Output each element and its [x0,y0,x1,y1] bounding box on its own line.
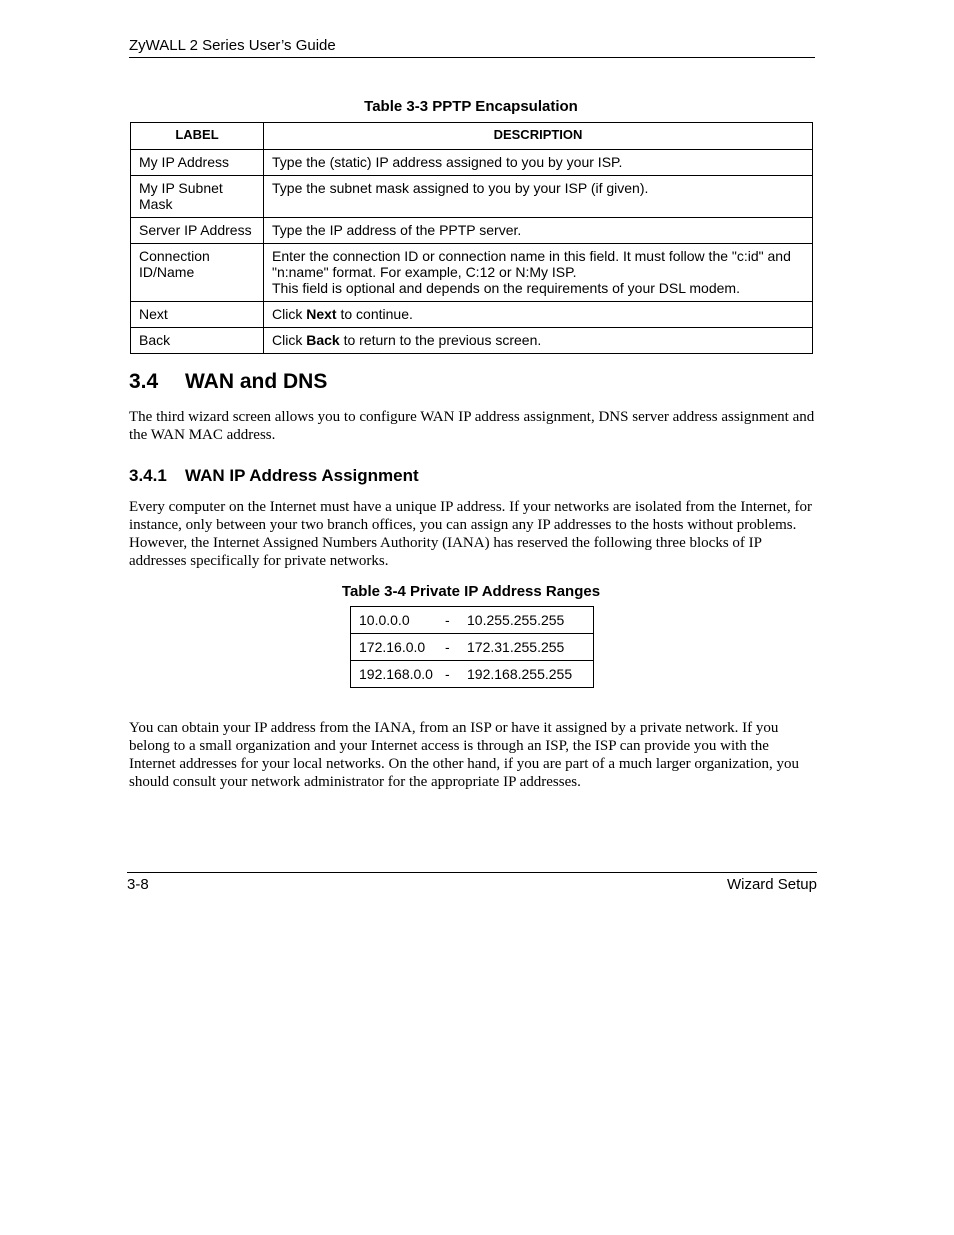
table-row [131,302,813,328]
table-3-3-caption: Table 3-3 PPTP Encapsulation [364,98,578,115]
row-description [264,302,813,328]
desc-text: to continue. [336,306,413,322]
private-ip-ranges-table [350,606,594,688]
table-row [131,328,813,354]
table-header-row [131,123,813,150]
table-row [351,607,594,634]
section-heading [129,370,327,394]
label-column-header: LABEL [131,123,264,150]
pptp-encapsulation-table [130,122,813,354]
row-description: Type the subnet mask assigned to you by your ISP (if given). [264,176,813,218]
range-end: 10.255.255.255 [467,607,594,634]
guide-title: ZyWALL 2 Series User’s Guide [129,37,336,54]
desc-text: to return to the previous screen. [339,332,542,348]
row-description-line: This field is optional and depends on the requirements of your DSL modem. [272,280,740,296]
range-separator: - [445,634,467,661]
table-row [351,634,594,661]
row-label: Server IP Address [131,218,264,244]
subsection-paragraph-2: You can obtain your IP address from the IANA, from an ISP or have it assigned by a private network. If you belong to a small organization and your Internet access is through an ISP, the ISP can provide you with the Internet addresses for your local networks. On the other hand, if you are part of a much larger organization, you should consult your network administrator for the appropriate IP addresses. [129,720,800,790]
desc-bold: Next [306,306,337,322]
section-number: 3.4 [129,370,159,393]
description-column-header: DESCRIPTION [264,123,813,150]
range-start: 10.0.0.0 [351,607,446,634]
subsection-title: WAN IP Address Assignment [185,466,419,485]
row-label: Next [131,302,264,328]
range-end: 192.168.255.255 [467,661,594,688]
row-label: My IP Subnet Mask [131,176,264,218]
row-label: Back [131,328,264,354]
table-3-4-caption: Table 3-4 Private IP Address Ranges [341,583,601,600]
desc-text: Click [272,332,307,348]
section-title: WAN and DNS [185,370,328,393]
range-separator: - [445,607,467,634]
table-row [351,661,594,688]
page-header [129,37,815,58]
row-description-line: Enter the connection ID or connection name in this field. It must follow the "c:id" and "n:name" format. For example, C:12 or N:My ISP. [272,248,791,280]
table-row [131,244,813,302]
section-intro: The third wizard screen allows you to configure WAN IP address assignment, DNS server address assignment and the WAN MAC address. [129,409,815,443]
subsection-number: 3.4.1 [129,466,167,485]
row-description: Type the (static) IP address assigned to you by your ISP. [264,150,813,176]
range-end: 172.31.255.255 [467,634,594,661]
desc-text: Click [272,306,307,322]
page-number: 3-8 [127,876,149,893]
table-row [131,218,813,244]
desc-bold: Back [306,332,340,348]
chapter-name: Wizard Setup [726,876,817,893]
row-description [264,328,813,354]
page-footer [127,872,817,893]
table-row [131,176,813,218]
row-label: My IP Address [131,150,264,176]
table-row [131,150,813,176]
range-start: 192.168.0.0 [351,661,446,688]
row-description: Type the IP address of the PPTP server. [264,218,813,244]
range-start: 172.16.0.0 [351,634,446,661]
range-separator: - [445,661,467,688]
subsection-paragraph-1: Every computer on the Internet must have a unique IP address. If your networks are isolated from the Internet, for instance, only between your two branch offices, you can assign any IP addresses to the hosts without problems. However, the Internet Assigned Numbers Authority (IANA) has reserved the following three blocks of IP addresses specifically for private networks. [129,499,812,569]
subsection-heading [129,466,419,486]
row-description [264,244,813,302]
row-label: Connection ID/Name [131,244,264,302]
